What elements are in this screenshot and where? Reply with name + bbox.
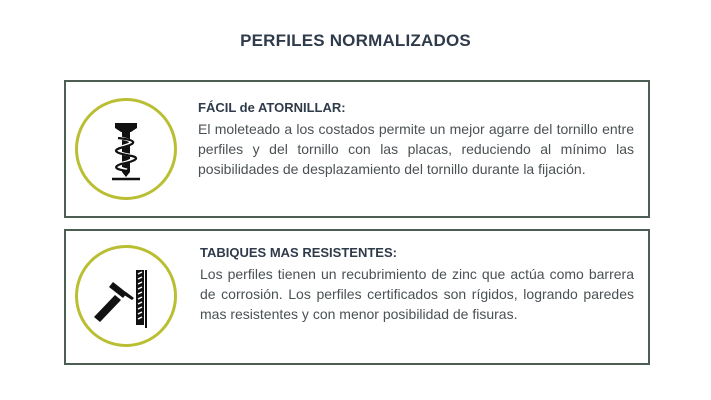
icon-circle xyxy=(75,245,177,347)
card-content xyxy=(198,98,634,179)
card-description: Los perfiles tienen un recubrimiento de zinc que actúa como barrera de corrosión. Los perfiles certificados son rígidos, logrando paredes mas resistentes y con menor posibilidad de fisuras. xyxy=(200,266,634,322)
card-heading: FÁCIL de ATORNILLAR: xyxy=(198,100,346,115)
card-content xyxy=(200,243,634,324)
page-title: PERFILES NORMALIZADOS xyxy=(240,31,471,50)
icon-circle xyxy=(75,98,177,200)
card-description: El moleteado a los costados permite un mejor agarre del tornillo entre perfiles y del tornillo con las placas, reduciendo al mínimo las posibilidades de desplazamiento del tornillo durante la fijación. xyxy=(198,121,634,177)
feature-card-screw xyxy=(64,80,650,218)
card-heading: TABIQUES MAS RESISTENTES: xyxy=(200,245,397,260)
screw-icon xyxy=(78,101,174,197)
feature-card-walls xyxy=(64,229,650,365)
hammer-wall-icon xyxy=(78,248,174,344)
